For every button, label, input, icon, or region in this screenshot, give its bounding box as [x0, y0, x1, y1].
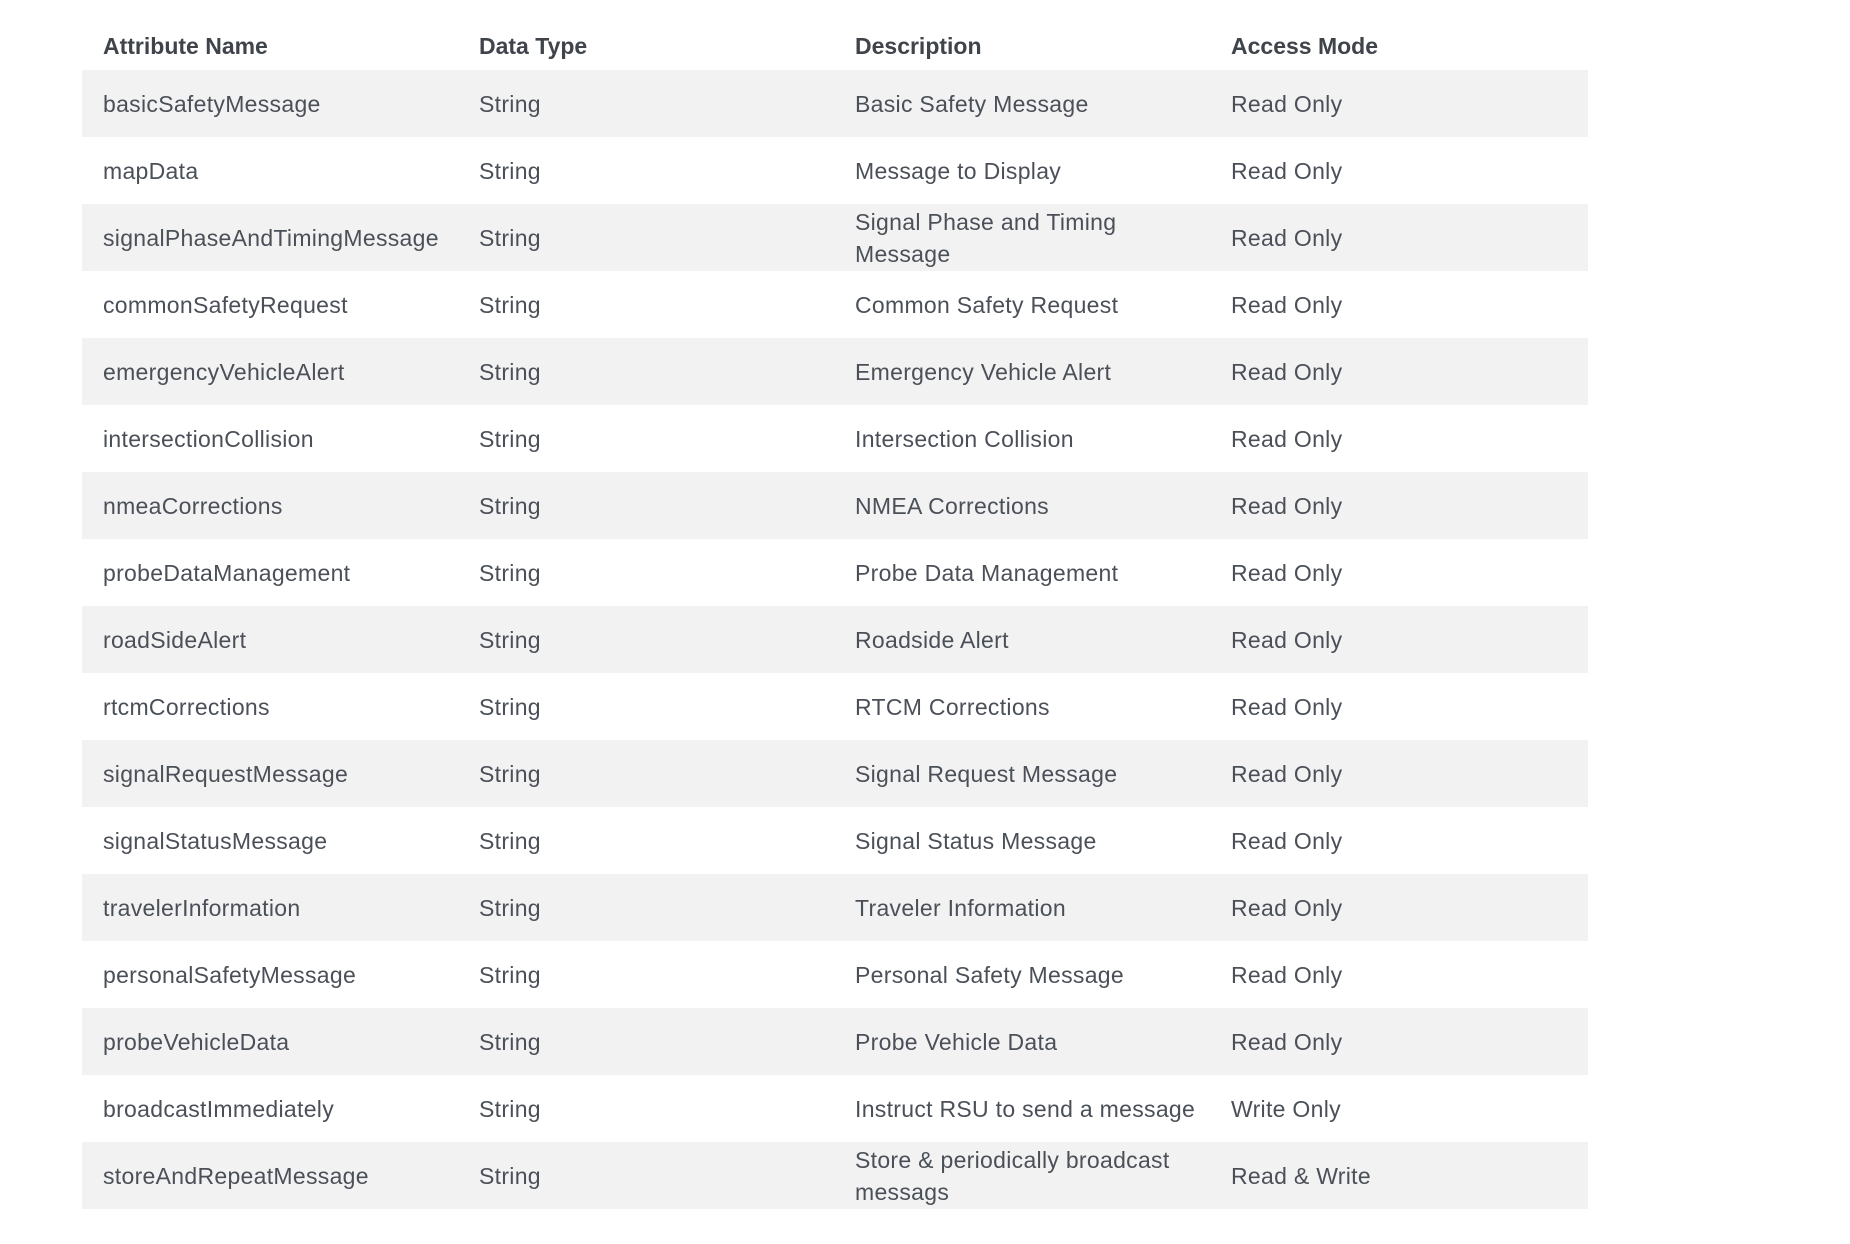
access-mode-cell: Read Only	[1231, 827, 1343, 854]
data-type-cell: String	[479, 559, 541, 586]
description-cell: Store & periodically broadcast messags	[834, 1142, 1210, 1209]
data-type-cell: String	[458, 472, 834, 539]
access-mode-cell: Write Only	[1231, 1095, 1341, 1122]
description-cell: NMEA Corrections	[834, 472, 1210, 539]
attribute-name-cell: emergencyVehicleAlert	[82, 338, 458, 405]
description-cell: Common Safety Request	[855, 291, 1119, 318]
header-access-mode: Access Mode	[1231, 32, 1379, 59]
description-cell: Signal Status Message	[855, 827, 1097, 854]
attributes-table	[82, 22, 1588, 1209]
table-row	[82, 673, 1588, 740]
attribute-name-cell: probeVehicleData	[82, 1008, 458, 1075]
attribute-name-cell: nmeaCorrections	[82, 472, 458, 539]
data-type-cell: String	[458, 1008, 834, 1075]
attribute-name-cell: travelerInformation	[82, 874, 458, 941]
data-type-cell: String	[479, 827, 541, 854]
data-type-cell: String	[479, 425, 541, 452]
table-row	[82, 204, 1588, 271]
access-mode-cell: Read Only	[1210, 338, 1588, 405]
access-mode-cell: Read Only	[1210, 70, 1588, 137]
data-type-cell: String	[458, 70, 834, 137]
table-row	[82, 1075, 1588, 1142]
table-row	[82, 1142, 1588, 1209]
description-cell: Emergency Vehicle Alert	[834, 338, 1210, 405]
attribute-name-cell: signalStatusMessage	[103, 827, 328, 854]
table-row	[82, 941, 1588, 1008]
access-mode-cell: Read Only	[1231, 425, 1343, 452]
description-cell: Basic Safety Message	[834, 70, 1210, 137]
access-mode-cell: Read Only	[1210, 1008, 1588, 1075]
table-row	[82, 472, 1588, 539]
data-type-cell: String	[458, 740, 834, 807]
table-row	[82, 70, 1588, 137]
table-row	[82, 405, 1588, 472]
description-cell: Signal Phase and Timing Message	[834, 204, 1210, 271]
data-type-cell: String	[479, 291, 541, 318]
table-row	[82, 1008, 1588, 1075]
header-data-type: Data Type	[479, 32, 588, 59]
header-attribute-name: Attribute Name	[103, 32, 268, 59]
attribute-name-cell: storeAndRepeatMessage	[82, 1142, 458, 1209]
access-mode-cell: Read Only	[1210, 874, 1588, 941]
access-mode-cell: Read Only	[1210, 472, 1588, 539]
table-row	[82, 338, 1588, 405]
attribute-name-cell: personalSafetyMessage	[103, 961, 357, 988]
description-cell: Instruct RSU to send a message	[855, 1095, 1196, 1122]
table-row	[82, 740, 1588, 807]
data-type-cell: String	[458, 1142, 834, 1209]
description-cell: Personal Safety Message	[855, 961, 1124, 988]
data-type-cell: String	[458, 338, 834, 405]
data-type-cell: String	[458, 204, 834, 271]
description-cell: Signal Request Message	[834, 740, 1210, 807]
data-type-cell: String	[479, 157, 541, 184]
access-mode-cell: Read Only	[1210, 606, 1588, 673]
data-type-cell: String	[479, 693, 541, 720]
table-row	[82, 271, 1588, 338]
access-mode-cell: Read Only	[1231, 961, 1343, 988]
data-type-cell: String	[479, 961, 541, 988]
access-mode-cell: Read Only	[1210, 740, 1588, 807]
attribute-name-cell: roadSideAlert	[82, 606, 458, 673]
attribute-name-cell: commonSafetyRequest	[103, 291, 348, 318]
table-row	[82, 606, 1588, 673]
data-type-cell: String	[458, 874, 834, 941]
attribute-name-cell: mapData	[103, 157, 199, 184]
access-mode-cell: Read & Write	[1210, 1142, 1588, 1209]
data-type-cell: String	[458, 606, 834, 673]
table-row	[82, 807, 1588, 874]
access-mode-cell: Read Only	[1210, 204, 1588, 271]
table-row	[82, 874, 1588, 941]
attribute-name-cell: probeDataManagement	[103, 559, 351, 586]
access-mode-cell: Read Only	[1231, 157, 1343, 184]
description-cell: Intersection Collision	[855, 425, 1074, 452]
description-cell: Message to Display	[855, 157, 1062, 184]
data-type-cell: String	[479, 1095, 541, 1122]
description-cell: Probe Data Management	[855, 559, 1119, 586]
table-row	[82, 539, 1588, 606]
description-cell: RTCM Corrections	[855, 693, 1050, 720]
attribute-name-cell: signalPhaseAndTimingMessage	[82, 204, 458, 271]
table-header-row	[82, 22, 1588, 70]
access-mode-cell: Read Only	[1231, 559, 1343, 586]
header-description: Description	[855, 32, 982, 59]
description-cell: Traveler Information	[834, 874, 1210, 941]
attribute-name-cell: intersectionCollision	[103, 425, 314, 452]
description-cell: Roadside Alert	[834, 606, 1210, 673]
table-row	[82, 137, 1588, 204]
attribute-name-cell: rtcmCorrections	[103, 693, 270, 720]
access-mode-cell: Read Only	[1231, 693, 1343, 720]
attribute-name-cell: signalRequestMessage	[82, 740, 458, 807]
attribute-name-cell: basicSafetyMessage	[82, 70, 458, 137]
access-mode-cell: Read Only	[1231, 291, 1343, 318]
attribute-name-cell: broadcastImmediately	[103, 1095, 334, 1122]
description-cell: Probe Vehicle Data	[834, 1008, 1210, 1075]
